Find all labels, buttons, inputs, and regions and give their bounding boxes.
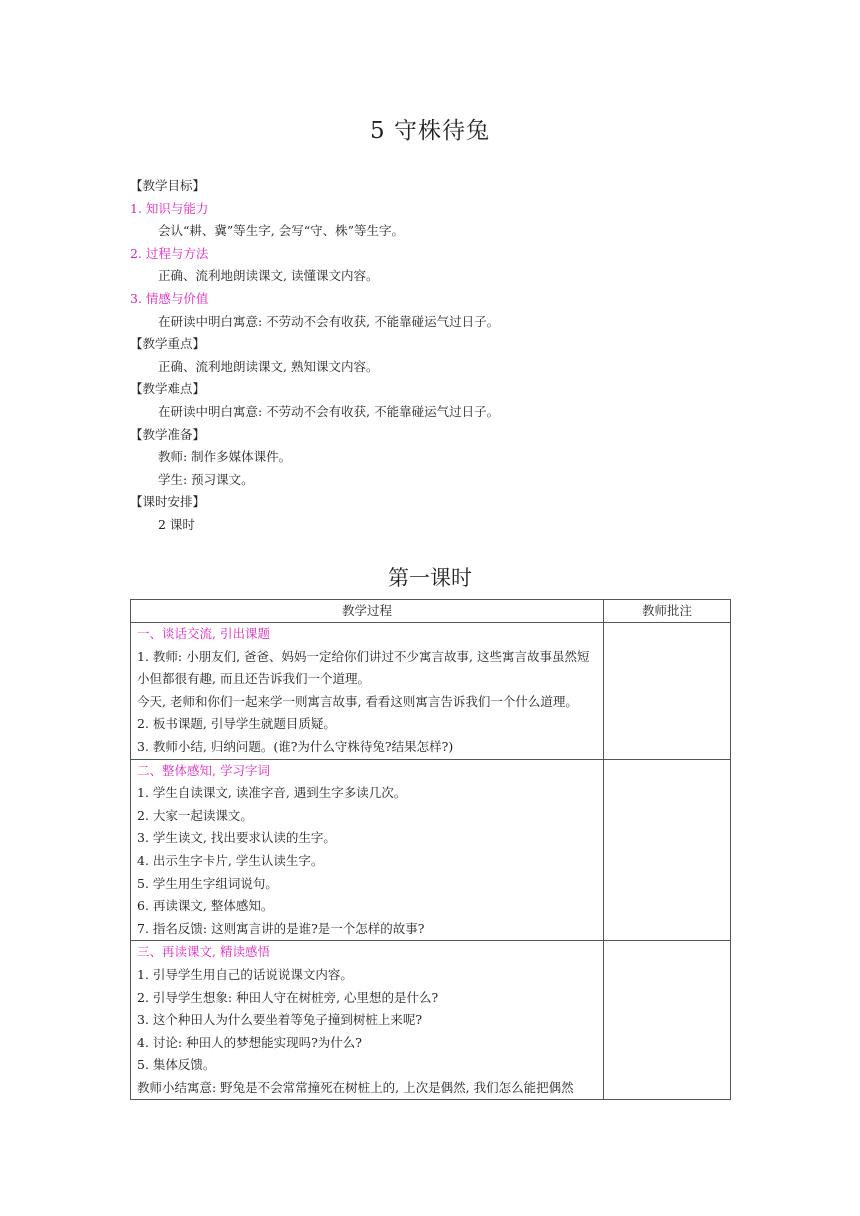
process-line: 1. 教师: 小朋友们, 爸爸、妈妈一定给你们讲过不少寓言故事, 这些寓言故事虽然短: [137, 648, 590, 664]
process-line: 4. 出示生字卡片, 学生认读生字。: [137, 852, 324, 868]
process-line: 5. 学生用生字组词说句。: [137, 875, 278, 891]
process-line: 教师小结寓意: 野兔是不会常常撞死在树桩上的, 上次是偶然, 我们怎么能把偶然: [137, 1079, 574, 1095]
meta-line: 会认“耕、冀”等生字, 会写“守、株”等生字。: [158, 223, 405, 239]
meta-line: 在研读中明白寓意: 不劳动不会有收获, 不能靠碰运气过日子。: [158, 313, 500, 329]
meta-line: 2 课时: [158, 516, 195, 532]
table-header-row: [131, 600, 731, 623]
section-heading: 三、再读课文, 精读感悟: [137, 944, 270, 960]
process-line: 3. 学生读文, 找出要求认读的生字。: [137, 830, 336, 846]
process-line: 4. 讨论: 种田人的梦想能实现吗?为什么?: [137, 1034, 362, 1050]
meta-line: 1. 知识与能力: [130, 200, 209, 216]
process-line: 3. 教师小结, 归纳问题。(谁?为什么守株待兔?结果怎样?): [137, 738, 454, 754]
header-teaching-process: 教学过程: [131, 600, 604, 623]
meta-line: 在研读中明白寓意: 不劳动不会有收获, 不能靠碰运气过日子。: [158, 403, 500, 419]
notes-cell: [604, 759, 731, 941]
process-cell: [131, 623, 604, 760]
meta-line: 正确、流利地朗读课文, 熟知课文内容。: [158, 358, 379, 374]
lesson-plan-meta: [130, 175, 730, 537]
process-line: 5. 集体反馈。: [137, 1057, 216, 1073]
meta-line: 【教学准备】: [130, 426, 206, 442]
teaching-process-table: [130, 599, 731, 1100]
process-line: 6. 再读课文, 整体感知。: [137, 898, 274, 914]
process-line: 3. 这个种田人为什么要坐着等兔子撞到树桩上来呢?: [137, 1012, 423, 1028]
meta-line: 3. 情感与价值: [130, 290, 209, 306]
section-heading: 一、谈话交流, 引出课题: [137, 626, 270, 641]
meta-line: 教师: 制作多媒体课件。: [158, 449, 292, 465]
meta-line: 【教学重点】: [130, 336, 206, 352]
process-line: 2. 大家一起读课文。: [137, 807, 253, 823]
process-cell: [131, 759, 604, 941]
notes-cell: [604, 623, 731, 760]
table-row: [131, 759, 731, 941]
section-heading: 二、整体感知, 学习字词: [137, 762, 270, 778]
table-row: [131, 623, 731, 760]
process-line: 今天, 老师和你们一起来学一则寓言故事, 看看这则寓言告诉我们一个什么道理。: [137, 693, 578, 709]
meta-line: 【教学目标】: [130, 178, 206, 193]
notes-cell: [604, 941, 731, 1100]
meta-line: 学生: 预习课文。: [158, 471, 254, 487]
meta-line: 正确、流利地朗读课文, 读懂课文内容。: [158, 268, 379, 284]
header-teacher-notes: 教师批注: [604, 600, 731, 623]
process-line: 2. 板书课题, 引导学生就题目质疑。: [137, 716, 336, 732]
process-line: 2. 引导学生想象: 种田人守在树桩旁, 心里想的是什么?: [137, 989, 439, 1005]
page-title: 5 守株待兔: [370, 118, 490, 144]
process-line: 小但都很有趣, 而且还告诉我们一个道理。: [137, 671, 370, 687]
process-line: 1. 引导学生用自己的话说说课文内容。: [137, 966, 353, 982]
process-line: 1. 学生自读课文, 读准字音, 遇到生字多读几次。: [137, 785, 407, 801]
lesson-title: 第一课时: [388, 566, 472, 590]
meta-line: 【教学难点】: [130, 381, 206, 397]
meta-line: 2. 过程与方法: [130, 245, 209, 261]
meta-line: 【课时安排】: [130, 494, 206, 510]
table-row: [131, 941, 731, 1100]
process-line: 7. 指名反馈: 这则寓言讲的是谁?是一个怎样的故事?: [137, 920, 425, 936]
process-cell: [131, 941, 604, 1100]
